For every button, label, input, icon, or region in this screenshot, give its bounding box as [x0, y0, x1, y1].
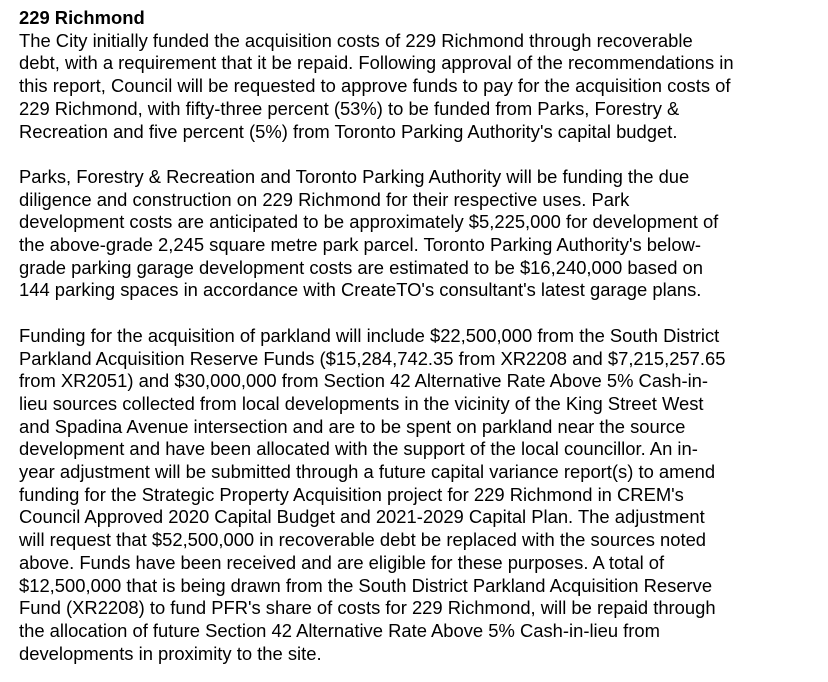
paragraph-line: developments in proximity to the site.: [19, 642, 322, 664]
paragraph-line: this report, Council will be requested to approve funds to pay for the acquisition costs of: [19, 75, 731, 97]
paragraph-line: $12,500,000 that is being drawn from the South District Parkland Acquisition Reserve: [19, 574, 713, 596]
paragraph-line: Fund (XR2208) to fund PFR's share of costs for 229 Richmond, will be repaid through: [19, 597, 716, 619]
paragraph-line: Council Approved 2020 Capital Budget and 2021-2029 Capital Plan. The adjustment: [19, 506, 705, 528]
paragraph-line: Recreation and five percent (5%) from Toronto Parking Authority's capital budget.: [19, 120, 678, 142]
section-heading: 229 Richmond: [19, 7, 145, 28]
paragraph-line: development and have been allocated with the support of the local councillor. An in-: [19, 438, 698, 460]
paragraph-line: above. Funds have been received and are eligible for these purposes. A total of: [19, 551, 665, 573]
paragraph-line: grade parking garage development costs are estimated to be $16,240,000 based on: [19, 256, 703, 278]
paragraph-line: the above-grade 2,245 square metre park parcel. Toronto Parking Authority's below-: [19, 234, 701, 256]
paragraph-spacer: [19, 302, 819, 325]
paragraph-spacer: [19, 143, 819, 166]
paragraph-line: funding for the Strategic Property Acquisition project for 229 Richmond in CREM's: [19, 483, 684, 505]
paragraph-development-costs: [19, 166, 819, 302]
paragraph-line: diligence and construction on 229 Richmond for their respective uses. Park: [19, 188, 630, 210]
paragraph-line: debt, with a requirement that it be repaid. Following approval of the recommendations in: [19, 52, 734, 74]
document-body: [19, 7, 819, 665]
paragraph-line: The City initially funded the acquisition costs of 229 Richmond through recoverable: [19, 29, 693, 51]
paragraph-line: Parkland Acquisition Reserve Funds ($15,284,742.35 from XR2208 and $7,215,257.65: [19, 347, 726, 369]
paragraph-line: from XR2051) and $30,000,000 from Section 42 Alternative Rate Above 5% Cash-in-: [19, 370, 709, 392]
paragraph-line: Funding for the acquisition of parkland will include $22,500,000 from the South District: [19, 324, 720, 346]
paragraph-parkland-funding: [19, 325, 819, 666]
paragraph-line: will request that $52,500,000 in recoverable debt be replaced with the sources noted: [19, 529, 707, 551]
paragraph-line: and Spadina Avenue intersection and are to be spent on parkland near the source: [19, 415, 686, 437]
paragraph-line: Parks, Forestry & Recreation and Toronto Parking Authority will be funding the due: [19, 165, 690, 187]
paragraph-acquisition-funding: [19, 30, 819, 144]
paragraph-line: the allocation of future Section 42 Alternative Rate Above 5% Cash-in-lieu from: [19, 619, 660, 641]
paragraph-line: 144 parking spaces in accordance with CreateTO's consultant's latest garage plans.: [19, 279, 702, 301]
paragraph-line: lieu sources collected from local developments in the vicinity of the King Street West: [19, 392, 704, 414]
paragraph-line: 229 Richmond, with fifty-three percent (53%) to be funded from Parks, Forestry &: [19, 97, 680, 119]
paragraph-line: year adjustment will be submitted through a future capital variance report(s) to amend: [19, 461, 716, 483]
paragraph-line: development costs are anticipated to be approximately $5,225,000 for development of: [19, 211, 719, 233]
